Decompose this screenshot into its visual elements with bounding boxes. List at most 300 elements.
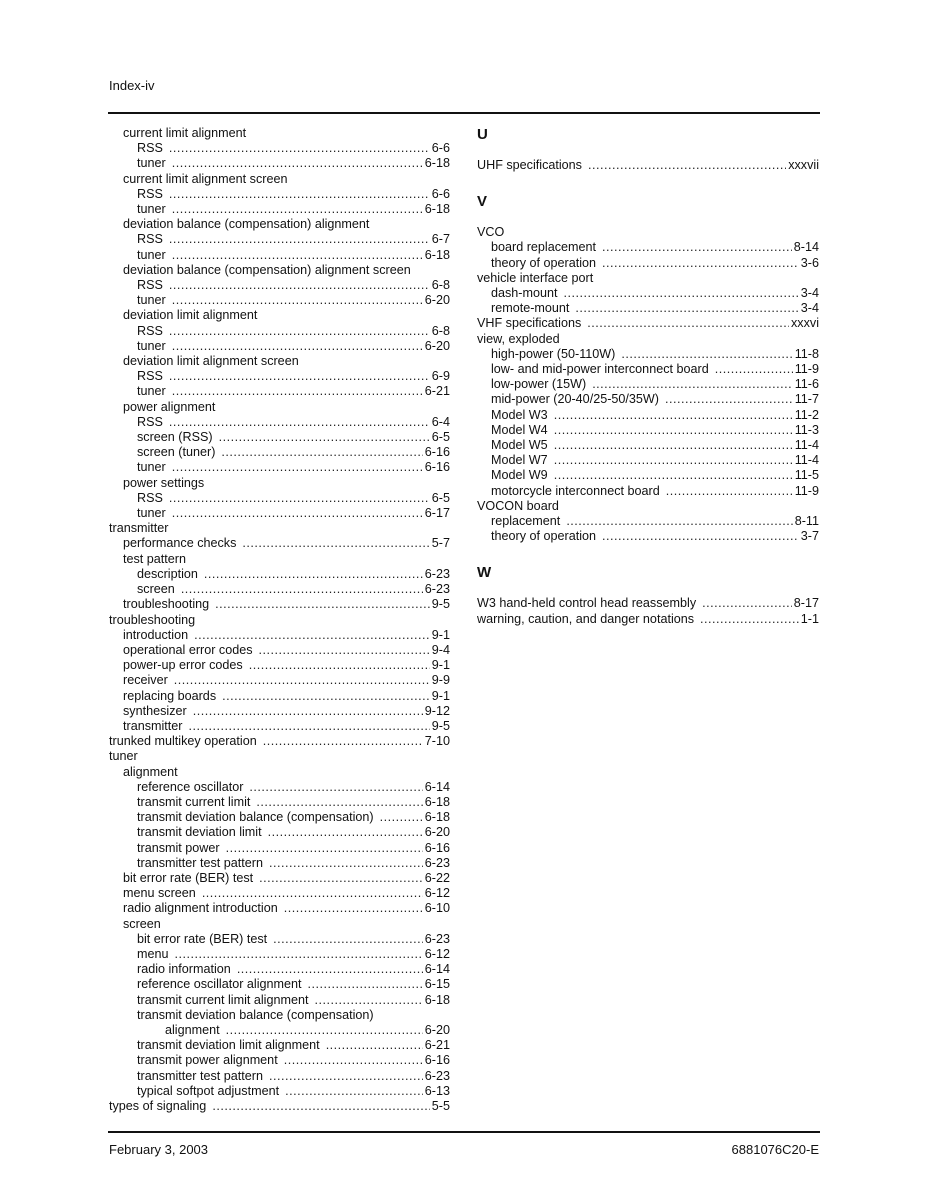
index-entry-label: reference oscillator (137, 779, 244, 794)
index-entry-page: 6-20 (424, 1022, 450, 1037)
index-entry-page: 11-2 (794, 407, 819, 422)
index-entry-label: VOCON board (477, 498, 559, 513)
index-entry-label: performance checks (123, 536, 237, 551)
dot-leader (665, 392, 793, 407)
index-entry (109, 871, 450, 886)
dot-leader (193, 704, 423, 719)
index-entry-label: RSS (137, 369, 163, 384)
index-entry (109, 263, 450, 278)
dot-leader (564, 286, 799, 301)
index-entry-label: RSS (137, 141, 163, 156)
index-entry-label: transmit deviation limit (137, 825, 262, 840)
dot-leader (554, 408, 793, 423)
index-entry (477, 499, 819, 514)
dot-leader (587, 316, 789, 331)
index-entry-page: 11-9 (794, 483, 819, 498)
index-entry-label: RSS (137, 186, 163, 201)
index-entry (477, 423, 819, 438)
dot-leader (226, 841, 423, 856)
index-entry-label: alignment (165, 1022, 220, 1037)
index-entry-page: xxxvii (788, 158, 819, 172)
index-entry-page: 9-1 (431, 627, 450, 642)
index-entry (109, 1023, 450, 1038)
index-entry-page: 6-23 (424, 1068, 450, 1083)
dot-leader (172, 248, 423, 263)
index-entry-page: 6-18 (424, 202, 450, 217)
index-right-column (477, 126, 819, 627)
index-entry (109, 324, 450, 339)
index-entry (109, 597, 450, 612)
index-entry (477, 392, 819, 407)
index-entry (109, 1053, 450, 1068)
index-entry-label: theory of operation (491, 255, 597, 270)
index-entry-page: 11-6 (794, 377, 819, 392)
index-entry (109, 141, 450, 156)
index-entry (477, 225, 819, 240)
index-entry-page: 6-16 (424, 445, 450, 460)
index-entry-label: RSS (137, 323, 163, 338)
index-entry-label: transmitter test pattern (137, 1068, 263, 1083)
index-entry-label: theory of operation (491, 529, 597, 544)
index-entry (109, 552, 450, 567)
section-spacer (477, 582, 819, 596)
index-entry-page: 6-10 (424, 901, 450, 916)
dot-leader (602, 529, 799, 544)
index-entry-page: 3-6 (800, 255, 819, 270)
footer-rule (108, 1131, 820, 1133)
index-entry (109, 1038, 450, 1053)
index-entry-page: xxxvi (791, 316, 819, 331)
dot-leader (194, 628, 430, 643)
dot-leader (700, 612, 799, 627)
index-entry (109, 917, 450, 932)
index-entry-page: 9-12 (424, 703, 450, 718)
index-entry (109, 704, 450, 719)
dot-leader (259, 643, 430, 658)
section-letter: U (477, 126, 488, 143)
index-entry (109, 1008, 450, 1023)
index-entry (109, 187, 450, 202)
dot-leader (172, 293, 423, 308)
index-entry (109, 658, 450, 673)
dot-leader (273, 932, 423, 947)
index-entry-label: transmit deviation balance (compensation) (137, 810, 374, 825)
index-entry-label: transmit power alignment (137, 1053, 278, 1068)
index-entry-page: 3-4 (800, 301, 819, 316)
index-entry-page: 8-11 (794, 514, 819, 529)
index-entry (477, 468, 819, 483)
index-entry-label: receiver (123, 673, 168, 688)
index-entry-label: transmitter test pattern (137, 855, 263, 870)
index-entry-page: 6-20 (424, 293, 450, 308)
index-entry-label: tuner (109, 749, 138, 764)
index-entry-label: power alignment (123, 399, 216, 414)
section-spacer (477, 544, 819, 564)
index-entry (109, 567, 450, 582)
dot-leader (602, 256, 799, 271)
index-entry (477, 596, 819, 611)
index-entry (109, 400, 450, 415)
index-entry-page: 6-21 (424, 1038, 450, 1053)
index-entry-label: W3 hand-held control head reassembly (477, 596, 697, 611)
index-entry-label: VHF specifications (477, 316, 582, 331)
section-letter: V (477, 193, 488, 211)
index-entry-label: RSS (137, 490, 163, 505)
dot-leader (169, 369, 430, 384)
dot-leader (575, 301, 798, 316)
dot-leader (702, 596, 792, 611)
dot-leader (554, 468, 793, 483)
index-entry-label: vehicle interface port (477, 270, 594, 285)
index-entry-label: typical softpot adjustment (137, 1083, 280, 1098)
index-entry (109, 673, 450, 688)
index-entry-page: 6-4 (431, 414, 450, 429)
index-entry (477, 362, 819, 377)
index-entry-label: tuner (137, 202, 166, 217)
dot-leader (666, 484, 793, 499)
index-entry-page: 11-3 (794, 422, 819, 437)
index-entry (109, 856, 450, 871)
dot-leader (174, 673, 430, 688)
index-entry-label: screen (137, 582, 175, 597)
index-entry-label: low-power (15W) (491, 377, 587, 392)
index-entry (109, 491, 450, 506)
index-entry-label: board replacement (491, 240, 597, 255)
index-entry (109, 369, 450, 384)
index-entry (109, 521, 450, 536)
dot-leader (212, 1099, 429, 1114)
index-entry-label: test pattern (123, 551, 187, 566)
index-entry-page: 6-16 (424, 1053, 450, 1068)
dot-leader (188, 719, 429, 734)
index-entry-label: Model W4 (491, 422, 548, 437)
index-entry-page: 5-5 (431, 1099, 450, 1113)
index-entry-label: low- and mid-power interconnect board (491, 362, 709, 377)
index-entry (109, 1099, 450, 1114)
dot-leader (169, 491, 430, 506)
header-rule (108, 112, 820, 114)
dot-leader (219, 430, 430, 445)
dot-leader (259, 871, 423, 886)
index-entry (477, 438, 819, 453)
dot-leader (202, 886, 423, 901)
dot-leader (621, 347, 792, 362)
index-entry-label: transmitter (109, 521, 169, 536)
index-entry-page: 6-23 (424, 582, 450, 597)
index-entry-label: current limit alignment (123, 126, 247, 140)
index-entry-page: 11-7 (794, 392, 819, 407)
dot-leader (268, 825, 423, 840)
index-entry-label: troubleshooting (123, 597, 210, 612)
index-entry-label: deviation balance (compensation) alignment screen (123, 262, 411, 277)
index-entry-page: 6-20 (424, 825, 450, 840)
index-entry (109, 506, 450, 521)
index-entry (109, 339, 450, 354)
index-entry-page: 6-14 (424, 962, 450, 977)
index-entry (109, 886, 450, 901)
index-entry-page: 6-7 (431, 232, 450, 247)
index-entry-page: 7-10 (424, 734, 450, 749)
index-entry-page: 6-8 (431, 278, 450, 293)
index-entry-page: 3-7 (800, 529, 819, 544)
index-left-column (109, 126, 450, 1114)
index-entry (477, 612, 819, 627)
dot-leader (172, 202, 423, 217)
dot-leader (169, 232, 430, 247)
index-entry (109, 202, 450, 217)
index-entry-label: tuner (137, 460, 166, 475)
index-entry-label: tuner (137, 338, 166, 353)
index-entry (477, 271, 819, 286)
index-entry-label: deviation balance (compensation) alignment (123, 217, 370, 232)
index-entry (109, 613, 450, 628)
index-entry-page: 6-23 (424, 931, 450, 946)
index-entry-label: screen (123, 916, 161, 931)
index-entry-page: 11-5 (794, 468, 819, 483)
dot-leader (285, 1084, 423, 1099)
index-entry-label: menu screen (123, 886, 196, 901)
index-entry (109, 749, 450, 764)
index-entry-page: 6-18 (424, 156, 450, 171)
dot-leader (269, 1069, 423, 1084)
index-entry-page: 9-5 (431, 718, 450, 733)
index-entry-label: tuner (137, 293, 166, 308)
index-entry-page: 8-14 (793, 240, 819, 255)
index-entry-label: motorcycle interconnect board (491, 483, 660, 498)
dot-leader (222, 689, 430, 704)
index-entry (109, 308, 450, 323)
dot-leader (242, 536, 429, 551)
index-entry-label: types of signaling (109, 1099, 207, 1113)
index-entry-page: 9-5 (431, 597, 450, 612)
index-entry (109, 901, 450, 916)
index-entry-page: 9-1 (431, 688, 450, 703)
index-entry-label: synthesizer (123, 703, 187, 718)
index-entry (109, 1069, 450, 1084)
dot-leader (172, 339, 423, 354)
dot-leader (169, 278, 430, 293)
index-entry-page: 6-18 (424, 992, 450, 1007)
index-entry-label: trunked multikey operation (109, 734, 257, 749)
index-entry (109, 628, 450, 643)
index-entry-page: 11-4 (794, 453, 819, 468)
index-entry-label: radio alignment introduction (123, 901, 278, 916)
dot-leader (326, 1038, 423, 1053)
index-entry-label: view, exploded (477, 331, 560, 346)
index-entry (477, 453, 819, 468)
dot-leader (308, 977, 423, 992)
index-entry-label: tuner (137, 506, 166, 521)
index-entry (109, 734, 450, 749)
dot-leader (204, 567, 423, 582)
index-entry (477, 301, 819, 316)
dot-leader (284, 1053, 423, 1068)
index-entry-page: 6-21 (424, 384, 450, 399)
dot-leader (226, 1023, 423, 1038)
index-entry (109, 643, 450, 658)
index-entry-label: transmit power (137, 840, 220, 855)
index-entry (109, 810, 450, 825)
index-entry (109, 156, 450, 171)
index-entry-label: introduction (123, 627, 189, 642)
index-entry-label: radio information (137, 962, 231, 977)
index-entry-page: 6-13 (424, 1083, 450, 1098)
index-entry-label: tuner (137, 247, 166, 262)
index-entry-label: warning, caution, and danger notations (477, 611, 695, 626)
index-entry-label: Model W9 (491, 468, 548, 483)
index-entry-label: transmitter (123, 718, 183, 733)
dot-leader (169, 324, 430, 339)
dot-leader (314, 993, 422, 1008)
index-entry-page: 1-1 (800, 611, 819, 626)
index-entry (477, 158, 819, 173)
index-entry-page: 6-17 (424, 506, 450, 521)
index-entry-label: transmit current limit (137, 794, 251, 809)
index-entry (477, 240, 819, 255)
index-entry-page: 6-16 (424, 840, 450, 855)
index-entry (109, 1084, 450, 1099)
index-entry-label: operational error codes (123, 642, 253, 657)
dot-leader (566, 514, 792, 529)
section-spacer (477, 173, 819, 193)
index-entry-label: reference oscillator alignment (137, 977, 302, 992)
index-entry (109, 947, 450, 962)
index-entry-label: troubleshooting (109, 612, 196, 627)
dot-leader (221, 445, 422, 460)
index-entry-page: 11-8 (794, 346, 819, 361)
index-entry-page: 6-5 (431, 430, 450, 445)
index-entry (477, 347, 819, 362)
dot-leader (715, 362, 793, 377)
dot-leader (592, 377, 793, 392)
index-entry-page: 6-22 (424, 870, 450, 885)
section-spacer (477, 211, 819, 225)
index-entry (109, 293, 450, 308)
index-entry-label: screen (tuner) (137, 445, 216, 460)
dot-leader (256, 795, 422, 810)
section-spacer (477, 144, 819, 158)
index-entry (477, 286, 819, 301)
index-entry-label: Model W5 (491, 438, 548, 453)
dot-leader (554, 453, 793, 468)
index-entry-label: Model W3 (491, 407, 548, 422)
index-entry (109, 689, 450, 704)
index-entry-label: transmit deviation limit alignment (137, 1038, 320, 1053)
index-entry-page: 6-23 (424, 566, 450, 581)
index-entry (109, 415, 450, 430)
index-entry-label: deviation limit alignment (123, 308, 258, 323)
index-entry-label: replacing boards (123, 688, 217, 703)
index-entry (477, 408, 819, 423)
section-letter: W (477, 564, 492, 582)
dot-leader (169, 187, 430, 202)
index-entry-label: replacement (491, 514, 561, 529)
index-entry-page: 6-6 (431, 141, 450, 156)
dot-leader (380, 810, 423, 825)
index-entry-page: 6-12 (424, 946, 450, 961)
index-entry-page: 11-9 (794, 362, 819, 377)
index-entry (109, 825, 450, 840)
index-entry (109, 932, 450, 947)
index-entry (477, 332, 819, 347)
index-entry-page: 9-1 (431, 658, 450, 673)
dot-leader (554, 438, 793, 453)
index-entry (109, 278, 450, 293)
index-entry-page: 6-18 (424, 810, 450, 825)
index-entry (109, 795, 450, 810)
index-entry-page: 11-4 (794, 438, 819, 453)
index-entry (109, 962, 450, 977)
index-entry-page: 9-9 (431, 673, 450, 688)
dot-leader (169, 141, 430, 156)
index-entry-label: tuner (137, 384, 166, 399)
index-entry (109, 536, 450, 551)
index-entry-label: dash-mount (491, 286, 558, 301)
index-entry-label: bit error rate (BER) test (137, 931, 268, 946)
index-entry-label: bit error rate (BER) test (123, 870, 254, 885)
index-entry-page: 6-8 (431, 323, 450, 338)
dot-leader (172, 460, 423, 475)
index-entry-page: 6-12 (424, 886, 450, 901)
index-entry (477, 529, 819, 544)
index-entry-page: 6-5 (431, 490, 450, 505)
footer-date: February 3, 2003 (109, 1142, 209, 1157)
dot-leader (172, 506, 423, 521)
index-entry-label: description (137, 566, 198, 581)
index-entry-page: 5-7 (431, 536, 450, 551)
index-entry-label: alignment (123, 764, 178, 779)
index-entry-page: 6-16 (424, 460, 450, 475)
index-entry-label: RSS (137, 278, 163, 293)
dot-leader (554, 423, 793, 438)
index-entry (109, 232, 450, 247)
index-entry (109, 841, 450, 856)
index-entry (109, 460, 450, 475)
index-entry-label: screen (RSS) (137, 430, 213, 445)
index-entry-label: Model W7 (491, 453, 548, 468)
index-entry (477, 514, 819, 529)
index-entry (109, 780, 450, 795)
dot-leader (172, 384, 423, 399)
dot-leader (181, 582, 423, 597)
index-entry (109, 217, 450, 232)
index-entry (109, 476, 450, 491)
index-entry-page: 6-14 (424, 779, 450, 794)
index-entry (109, 977, 450, 992)
index-entry-label: RSS (137, 232, 163, 247)
footer-doc-number: 6881076C20-E (731, 1142, 819, 1157)
index-entry (477, 484, 819, 499)
index-entry (109, 993, 450, 1008)
dot-leader (284, 901, 423, 916)
index-entry-page: 6-18 (424, 247, 450, 262)
index-entry-page: 6-6 (431, 186, 450, 201)
index-entry-label: transmit deviation balance (compensation) (137, 1007, 374, 1022)
index-entry-label: VCO (477, 225, 505, 240)
page-header: Index-iv (109, 78, 155, 93)
index-entry-label: high-power (50-110W) (491, 346, 616, 361)
index-entry-label: power-up error codes (123, 658, 243, 673)
index-entry-label: transmit current limit alignment (137, 992, 309, 1007)
index-entry-page: 6-18 (424, 794, 450, 809)
index-entry (109, 248, 450, 263)
index-entry-page: 8-17 (793, 596, 819, 611)
index-entry (477, 377, 819, 392)
dot-leader (215, 597, 430, 612)
index-entry-label: remote-mount (491, 301, 570, 316)
index-entry-label: RSS (137, 414, 163, 429)
index-entry-label: deviation limit alignment screen (123, 354, 299, 369)
